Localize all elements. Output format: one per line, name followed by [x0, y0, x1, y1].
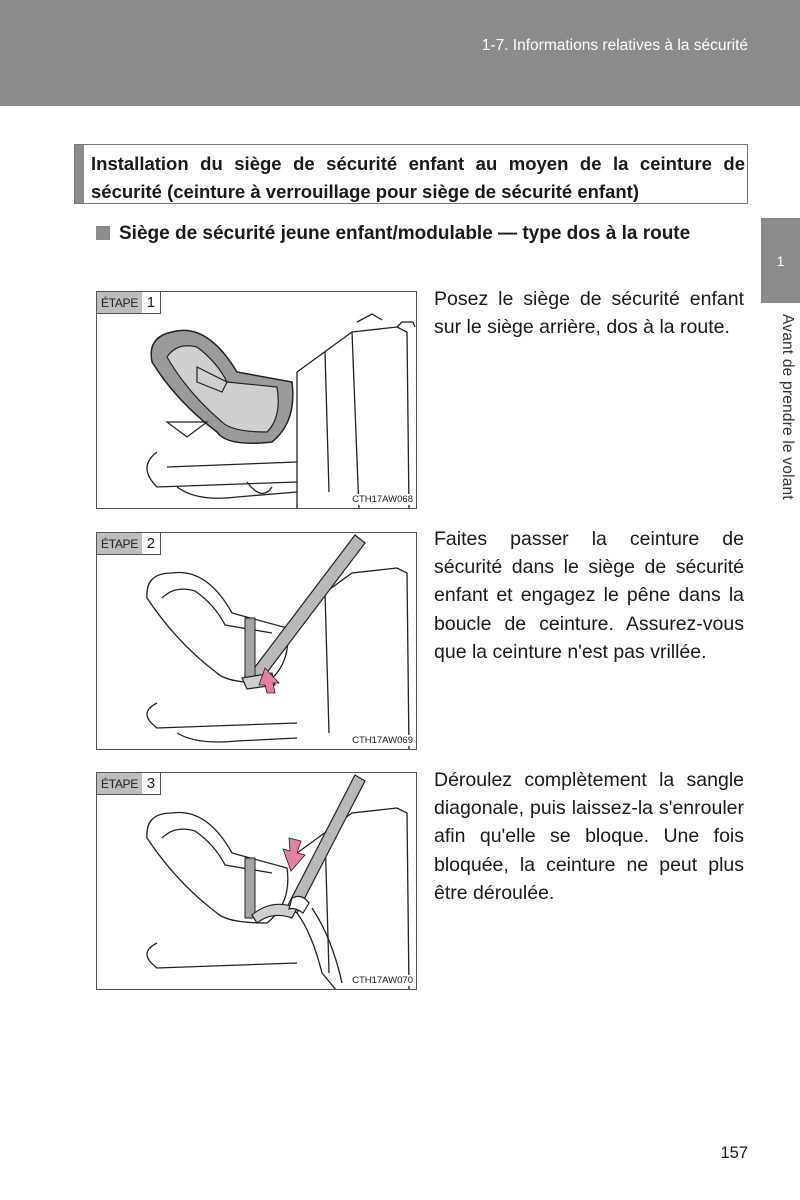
figure-code: CTH17AW068: [352, 494, 413, 505]
subheading: [96, 220, 744, 248]
step-2-text: Faites passer la ceinture de sécurité dans le siège de sécurité enfant et engagez le pêne dans la boucle de ceinture. Assurez-vous que la ceinture n'est pas vrillée.: [434, 528, 744, 663]
page-number: 157: [720, 1144, 748, 1162]
section-title: Installation du siège de sécurité enfant au moyen de la ceinture de sécurité (ceinture à verrouillage pour siège de sécurité enfant): [91, 153, 745, 202]
step-badge: [97, 773, 161, 795]
belt-locking-drawing: [97, 773, 417, 990]
step-label: ÉTAPE: [97, 292, 142, 313]
subheading-text: Siège de sécurité jeune enfant/modulable — type dos à la route: [119, 223, 691, 244]
figure-code: CTH17AW070: [352, 975, 413, 986]
child-seat-placement-drawing: [97, 292, 417, 509]
step-2-illustration: [96, 532, 417, 750]
chapter-number: 1: [776, 252, 785, 269]
pink-arrow-icon: [283, 838, 305, 871]
step-label: ÉTAPE: [97, 533, 142, 554]
header-band: [0, 0, 800, 106]
step-badge: [97, 533, 161, 555]
step-number: 3: [146, 775, 156, 792]
step-label: ÉTAPE: [97, 773, 142, 794]
step-1-text: Posez le siège de sécurité enfant sur le siège arrière, dos à la route.: [434, 288, 744, 339]
step-3-illustration: [96, 772, 417, 990]
chapter-tab: [761, 218, 800, 303]
step-1-illustration: [96, 291, 417, 509]
step-number: 2: [146, 535, 156, 552]
square-bullet-icon: [96, 226, 110, 240]
header-section-title: 1-7. Informations relatives à la sécurité: [481, 37, 748, 54]
step-badge: [97, 292, 161, 314]
step-number: 1: [146, 294, 156, 311]
section-heading-box: [74, 144, 748, 204]
figure-code: CTH17AW069: [352, 735, 413, 746]
belt-routing-drawing: [97, 533, 417, 750]
step-3-text: Déroulez complètement la sangle diagonale, puis laissez-la s'enrouler afin qu'elle se bloque. Une fois bloquée, la ceinture ne peut plus être déroulée.: [434, 769, 744, 904]
chapter-label: Avant de prendre le volant: [779, 314, 796, 500]
section-heading-bar: [75, 145, 84, 203]
